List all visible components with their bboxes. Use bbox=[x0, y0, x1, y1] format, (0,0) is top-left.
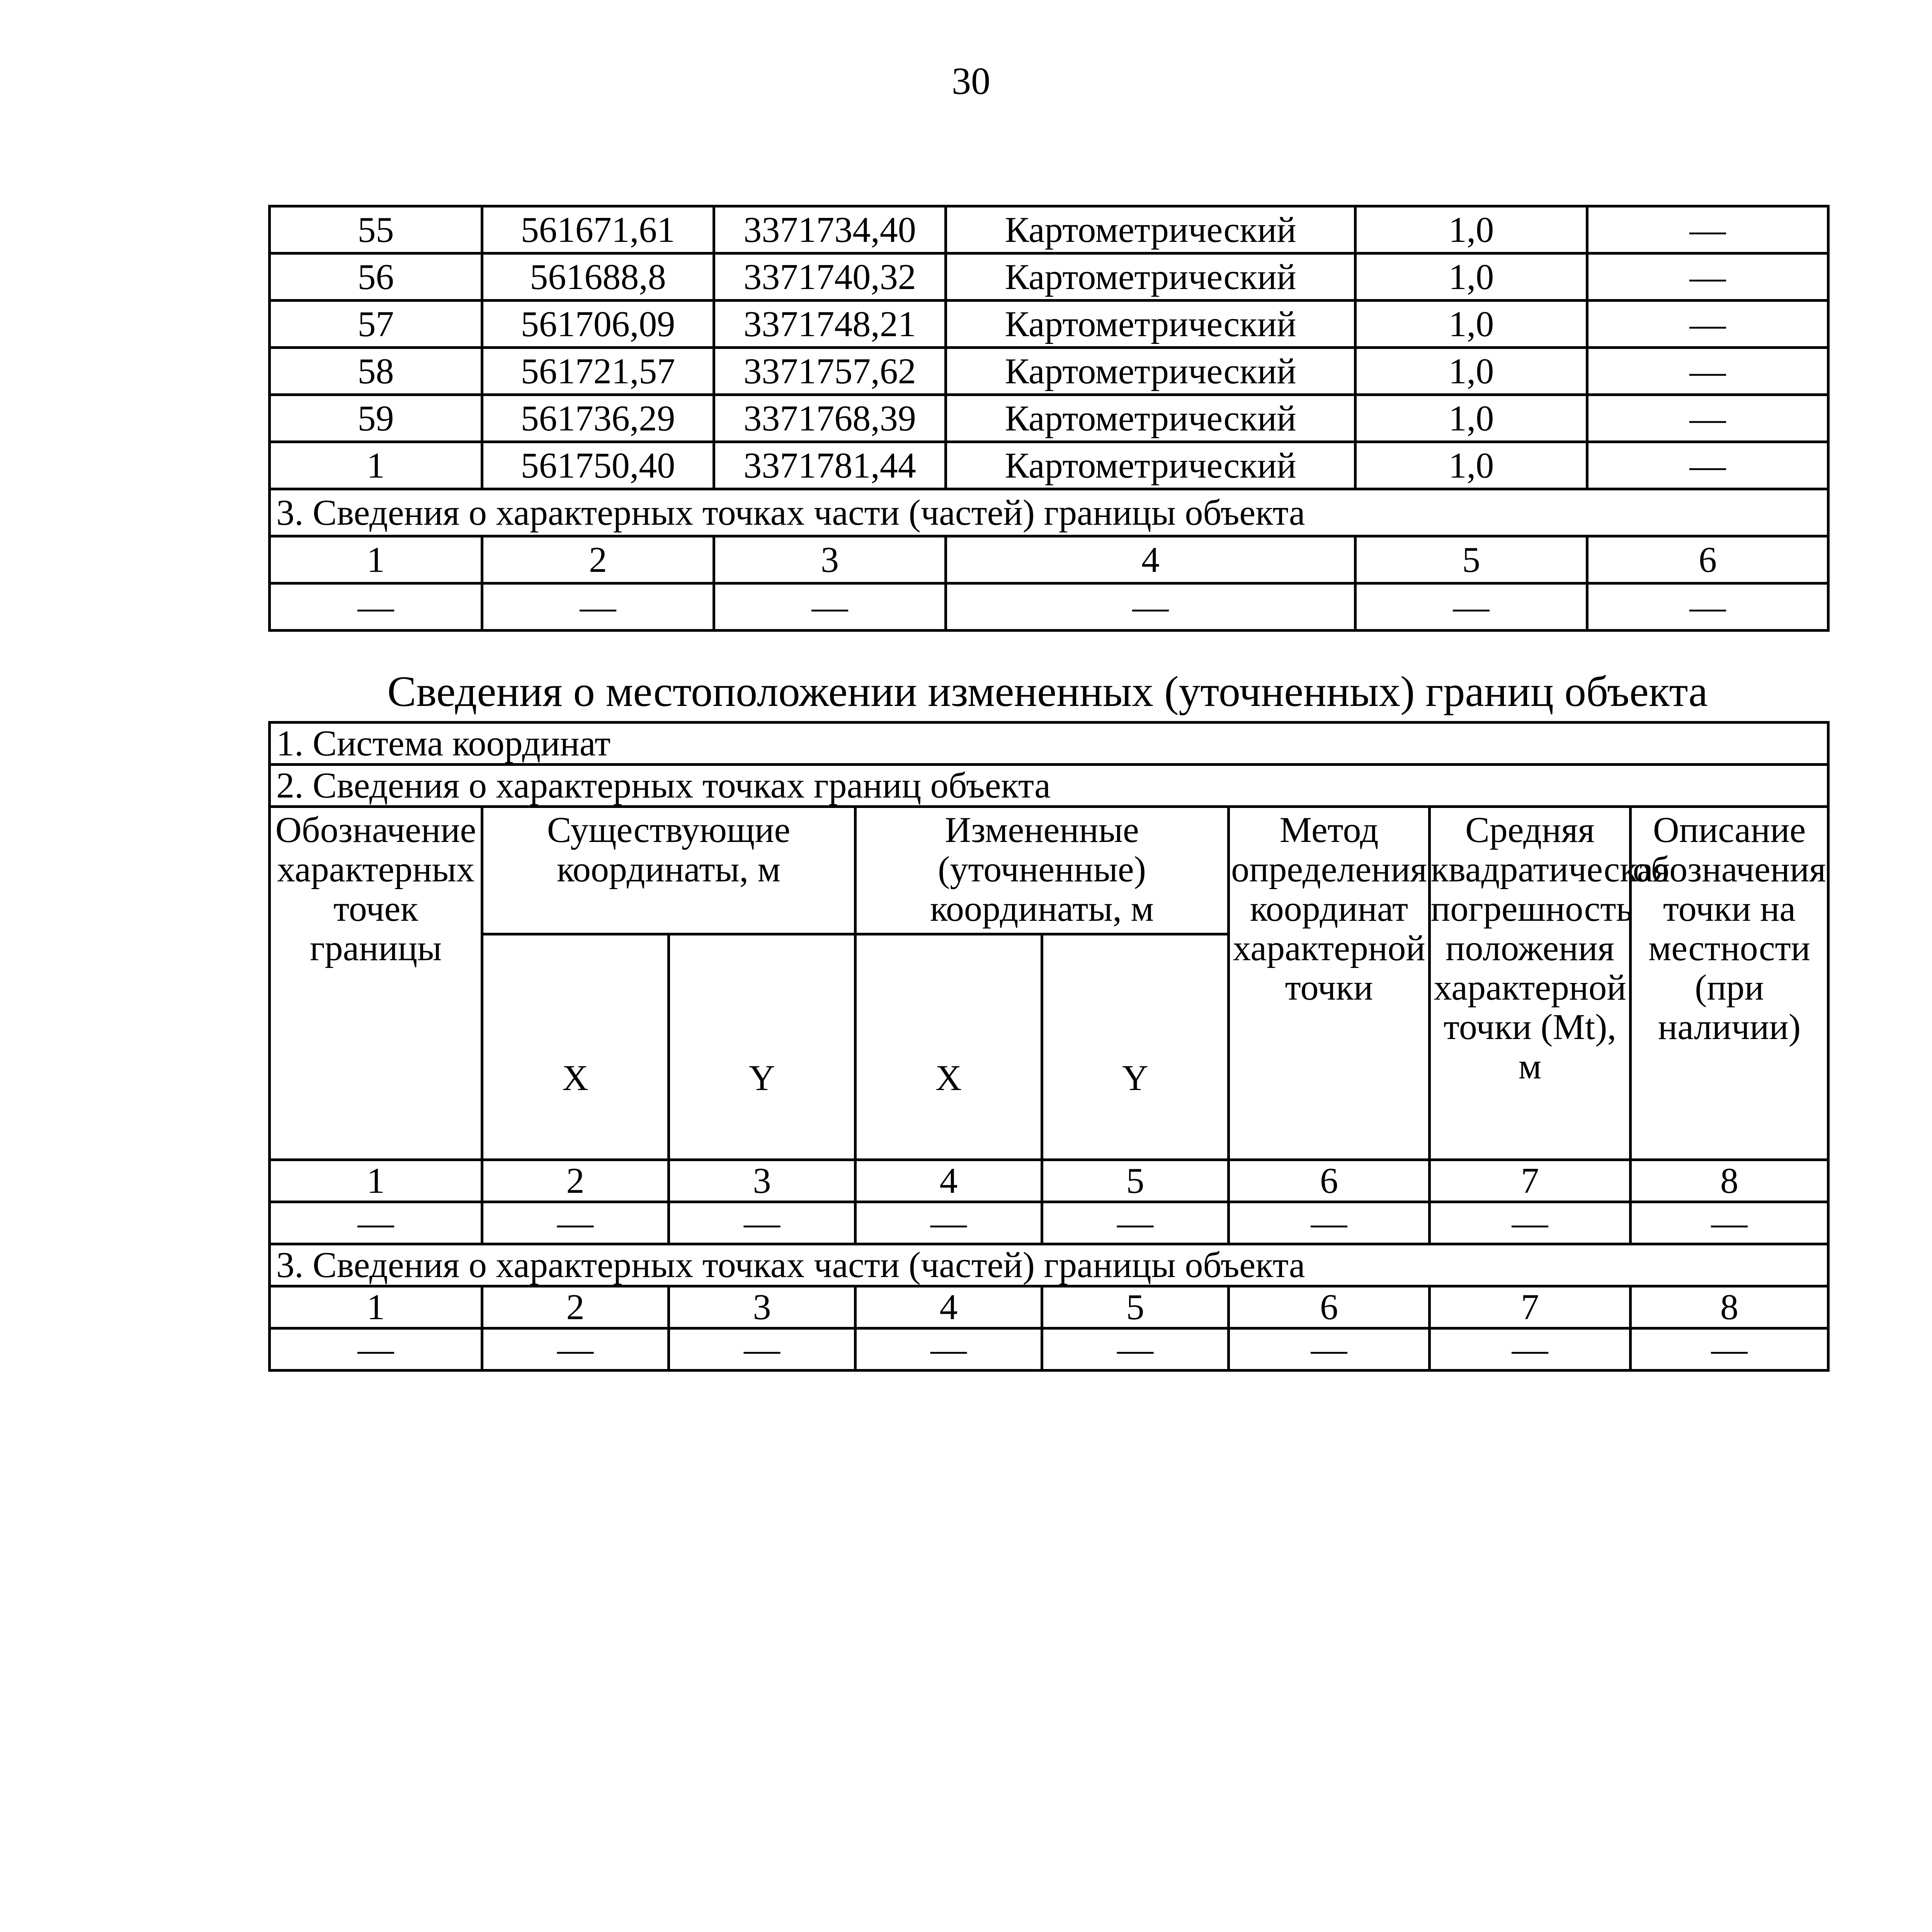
empty-cell: — bbox=[270, 1328, 482, 1371]
table-row bbox=[270, 1160, 1828, 1202]
empty-cell: — bbox=[669, 1328, 855, 1371]
description-cell: — bbox=[1587, 442, 1828, 489]
section-title: Сведения о местоположении измененных (уточненных) границ объекта bbox=[387, 668, 1708, 716]
table-row bbox=[270, 348, 1828, 395]
y-coord-cell: 3371757,62 bbox=[714, 348, 946, 395]
points-table-continued bbox=[268, 205, 1830, 632]
method-cell: Картометрический bbox=[946, 348, 1355, 395]
empty-cell: — bbox=[1229, 1202, 1430, 1244]
empty-cell: — bbox=[482, 1202, 669, 1244]
y-coord-cell: 3371748,21 bbox=[714, 301, 946, 348]
column-number: 6 bbox=[1229, 1286, 1430, 1328]
column-number: 1 bbox=[270, 1286, 482, 1328]
empty-cell: — bbox=[1430, 1328, 1631, 1371]
column-number: 6 bbox=[1587, 536, 1828, 583]
mean-error-cell: 1,0 bbox=[1355, 206, 1587, 253]
empty-cell: — bbox=[1229, 1328, 1430, 1371]
method-cell: Картометрический bbox=[946, 395, 1355, 442]
header-designation: Обозначение характерных точек границы bbox=[270, 807, 482, 1160]
column-number: 4 bbox=[946, 536, 1355, 583]
empty-cell: — bbox=[1355, 583, 1587, 631]
parts-section-label-2: 3. Сведения о характерных точках части (частей) границы объекта bbox=[270, 1244, 1828, 1286]
column-number: 3 bbox=[714, 536, 946, 583]
column-number: 3 bbox=[669, 1286, 855, 1328]
method-cell: Картометрический bbox=[946, 253, 1355, 301]
method-cell: Картометрический bbox=[946, 206, 1355, 253]
header-changed-y: Y bbox=[1042, 934, 1229, 1160]
column-number: 5 bbox=[1042, 1286, 1229, 1328]
column-number: 5 bbox=[1355, 536, 1587, 583]
coord-system-label: 1. Система координат bbox=[270, 723, 1828, 765]
description-cell: — bbox=[1587, 253, 1828, 301]
x-coord-cell: 561688,8 bbox=[482, 253, 714, 301]
point-number-cell: 55 bbox=[270, 206, 482, 253]
mean-error-cell: 1,0 bbox=[1355, 348, 1587, 395]
column-number: 4 bbox=[855, 1160, 1042, 1202]
empty-cell: — bbox=[855, 1328, 1042, 1371]
table-row bbox=[270, 442, 1828, 489]
empty-cell: — bbox=[482, 583, 714, 631]
point-number-cell: 56 bbox=[270, 253, 482, 301]
y-coord-cell: 3371740,32 bbox=[714, 253, 946, 301]
header-method: Метод определения координат характерной точки bbox=[1229, 807, 1430, 1160]
empty-cell: — bbox=[270, 1202, 482, 1244]
empty-cell: — bbox=[270, 583, 482, 631]
mean-error-cell: 1,0 bbox=[1355, 442, 1587, 489]
empty-cell: — bbox=[1587, 583, 1828, 631]
point-number-cell: 58 bbox=[270, 348, 482, 395]
y-coord-cell: 3371734,40 bbox=[714, 206, 946, 253]
column-number: 3 bbox=[669, 1160, 855, 1202]
column-number: 6 bbox=[1229, 1160, 1430, 1202]
mean-error-cell: 1,0 bbox=[1355, 301, 1587, 348]
column-number: 8 bbox=[1631, 1286, 1828, 1328]
header-existing-coords: Существующие координаты, м bbox=[482, 807, 855, 934]
empty-cell: — bbox=[482, 1328, 669, 1371]
empty-cell: — bbox=[1042, 1328, 1229, 1371]
column-number: 2 bbox=[482, 1160, 669, 1202]
method-cell: Картометрический bbox=[946, 301, 1355, 348]
mean-error-cell: 1,0 bbox=[1355, 395, 1587, 442]
empty-cell: — bbox=[669, 1202, 855, 1244]
header-description: Описание обозначения точки на местности (при наличии) bbox=[1631, 807, 1828, 1160]
column-number: 5 bbox=[1042, 1160, 1229, 1202]
points-section-label: 2. Сведения о характерных точках границ объекта bbox=[270, 765, 1828, 807]
column-number: 2 bbox=[482, 536, 714, 583]
parts-section-label: 3. Сведения о характерных точках части (частей) границы объекта bbox=[270, 489, 1828, 536]
description-cell: — bbox=[1587, 348, 1828, 395]
description-cell: — bbox=[1587, 301, 1828, 348]
point-number-cell: 1 bbox=[270, 442, 482, 489]
empty-cell: — bbox=[855, 1202, 1042, 1244]
header-existing-y: Y bbox=[669, 934, 855, 1160]
column-number: 1 bbox=[270, 1160, 482, 1202]
column-number: 1 bbox=[270, 536, 482, 583]
page-number: 30 bbox=[952, 60, 990, 102]
mean-error-cell: 1,0 bbox=[1355, 253, 1587, 301]
table-row bbox=[270, 206, 1828, 253]
empty-cell: — bbox=[946, 583, 1355, 631]
table-row bbox=[270, 395, 1828, 442]
x-coord-cell: 561736,29 bbox=[482, 395, 714, 442]
table-row bbox=[270, 301, 1828, 348]
column-number: 4 bbox=[855, 1286, 1042, 1328]
empty-cell: — bbox=[1631, 1202, 1828, 1244]
x-coord-cell: 561750,40 bbox=[482, 442, 714, 489]
x-coord-cell: 561721,57 bbox=[482, 348, 714, 395]
point-number-cell: 57 bbox=[270, 301, 482, 348]
table-row bbox=[270, 1286, 1828, 1328]
column-number: 7 bbox=[1430, 1160, 1631, 1202]
y-coord-cell: 3371781,44 bbox=[714, 442, 946, 489]
description-cell: — bbox=[1587, 206, 1828, 253]
column-number: 8 bbox=[1631, 1160, 1828, 1202]
empty-cell: — bbox=[1042, 1202, 1229, 1244]
empty-cell: — bbox=[1430, 1202, 1631, 1244]
changed-boundaries-table bbox=[268, 721, 1830, 1372]
header-existing-x: X bbox=[482, 934, 669, 1160]
column-number: 2 bbox=[482, 1286, 669, 1328]
header-changed-coords: Измененные (уточненные) координаты, м bbox=[855, 807, 1229, 934]
header-mean-error: Средняя квадратическая погрешность положения характерной точки (Mt), м bbox=[1430, 807, 1631, 1160]
method-cell: Картометрический bbox=[946, 442, 1355, 489]
x-coord-cell: 561706,09 bbox=[482, 301, 714, 348]
column-number: 7 bbox=[1430, 1286, 1631, 1328]
point-number-cell: 59 bbox=[270, 395, 482, 442]
table-row bbox=[270, 1328, 1828, 1371]
table-row bbox=[270, 253, 1828, 301]
empty-cell: — bbox=[1631, 1328, 1828, 1371]
empty-cell: — bbox=[714, 583, 946, 631]
table-row bbox=[270, 1202, 1828, 1244]
header-changed-x: X bbox=[855, 934, 1042, 1160]
description-cell: — bbox=[1587, 395, 1828, 442]
x-coord-cell: 561671,61 bbox=[482, 206, 714, 253]
y-coord-cell: 3371768,39 bbox=[714, 395, 946, 442]
